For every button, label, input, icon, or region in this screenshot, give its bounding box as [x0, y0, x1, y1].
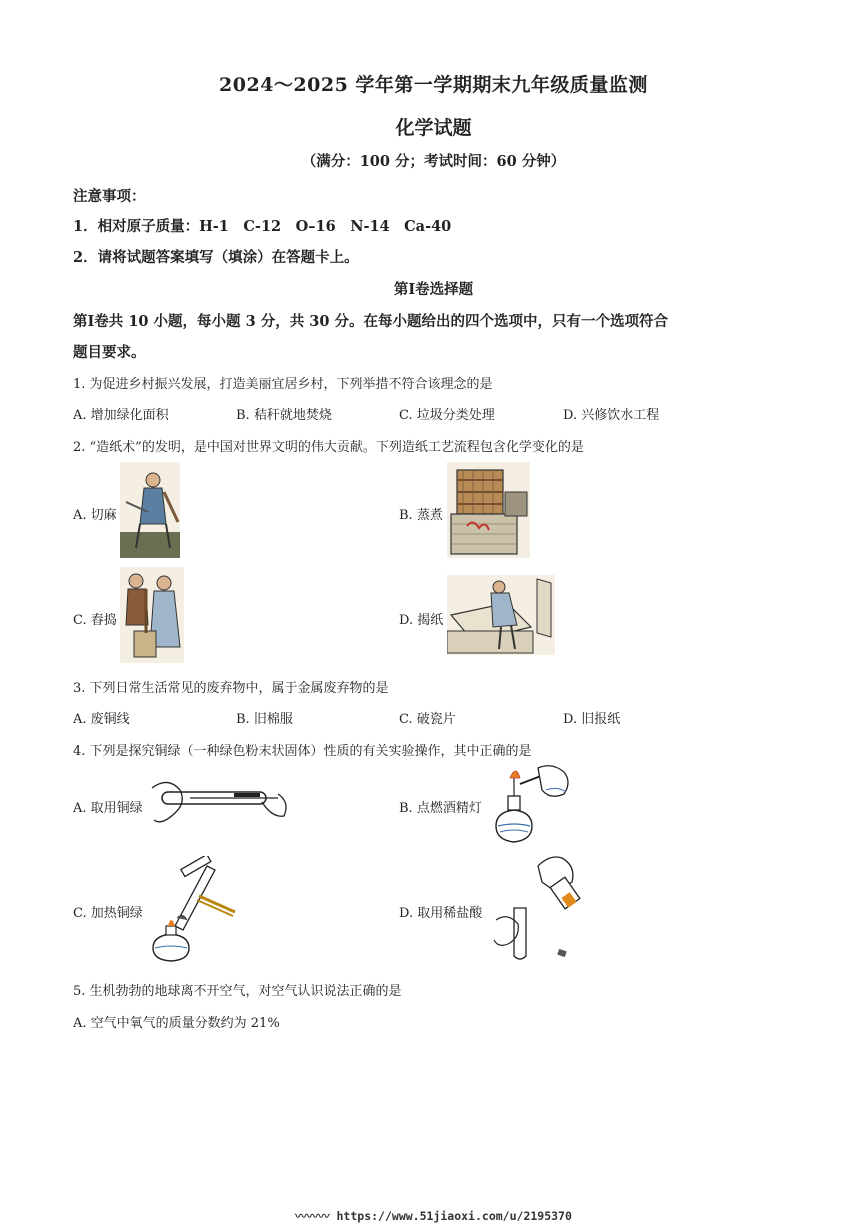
section-instruction-1: 第Ⅰ卷共 10 小题，每小题 3 分，共 30 分。在每小题给出的四个选项中，只有一个选项符合	[73, 313, 669, 330]
page-title: 2024～2025 学年第一学期期末九年级质量监测	[219, 74, 648, 96]
question-4-option-d[interactable]: D. 取用稀盐酸	[399, 906, 483, 921]
page-subtitle: 化学试题	[395, 117, 472, 139]
section-title: 第Ⅰ卷选择题	[393, 281, 474, 298]
cutting-hemp-illustration	[120, 462, 180, 558]
question-2-option-d[interactable]: D. 揭纸	[399, 613, 444, 628]
question-1-option-a[interactable]: A. 增加绿化面积	[73, 408, 169, 423]
question-3-stem: 3. 下列日常生活常见的废弃物中，属于金属废弃物的是	[73, 681, 389, 696]
question-3-option-c[interactable]: C. 破瓷片	[399, 712, 456, 727]
steaming-boiling-illustration	[447, 462, 530, 558]
question-4-option-c[interactable]: C. 加热铜绿	[73, 906, 143, 921]
taking-dilute-acid-illustration	[490, 852, 586, 964]
question-2-option-c[interactable]: C. 舂捣	[73, 613, 117, 628]
exam-info: （满分：100 分；考试时间：60 分钟）	[301, 153, 566, 170]
question-4-option-b[interactable]: B. 点燃酒精灯	[399, 801, 482, 816]
notes-heading: 注意事项：	[73, 188, 146, 205]
pounding-pulp-illustration	[120, 567, 184, 663]
notes-item-2: 2．请将试题答案填写（填涂）在答题卡上。	[73, 249, 359, 266]
heating-powder-illustration	[145, 856, 241, 962]
lighting-alcohol-lamp-illustration	[490, 764, 580, 846]
notes-item-1: 1．相对原子质量：H-1 C-12 O–16 N-14 Ca-40	[73, 218, 452, 235]
footer-url[interactable]: 〰〰〰 https://www.51jiaoxi.com/u/2195370	[295, 1209, 572, 1223]
question-2-stem: 2. “造纸术”的发明，是中国对世界文明的伟大贡献。下列造纸工艺流程包含化学变化的是	[73, 440, 584, 455]
question-4-option-a[interactable]: A. 取用铜绿	[73, 801, 143, 816]
question-1-option-d[interactable]: D. 兴修饮水工程	[563, 408, 660, 423]
question-3-option-a[interactable]: A. 废铜线	[73, 712, 130, 727]
taking-powder-illustration	[150, 772, 290, 832]
question-1-stem: 1. 为促进乡村振兴发展，打造美丽宜居乡村，下列举措不符合该理念的是	[73, 377, 493, 392]
lifting-paper-illustration	[447, 575, 555, 655]
question-2-option-b[interactable]: B. 蒸煮	[399, 508, 443, 523]
section-instruction-2: 题目要求。	[73, 344, 146, 361]
question-5-option-a[interactable]: A. 空气中氧气的质量分数约为 21%	[73, 1016, 280, 1031]
question-3-option-b[interactable]: B. 旧棉服	[236, 712, 293, 727]
question-1-option-c[interactable]: C. 垃圾分类处理	[399, 408, 495, 423]
question-4-stem: 4. 下列是探究铜绿（一种绿色粉末状固体）性质的有关实验操作，其中正确的是	[73, 744, 532, 759]
question-3-option-d[interactable]: D. 旧报纸	[563, 712, 621, 727]
question-2-option-a[interactable]: A. 切麻	[73, 508, 117, 523]
question-1-option-b[interactable]: B. 秸秆就地焚烧	[236, 408, 332, 423]
question-5-stem: 5. 生机勃勃的地球离不开空气，对空气认识说法正确的是	[73, 984, 402, 999]
